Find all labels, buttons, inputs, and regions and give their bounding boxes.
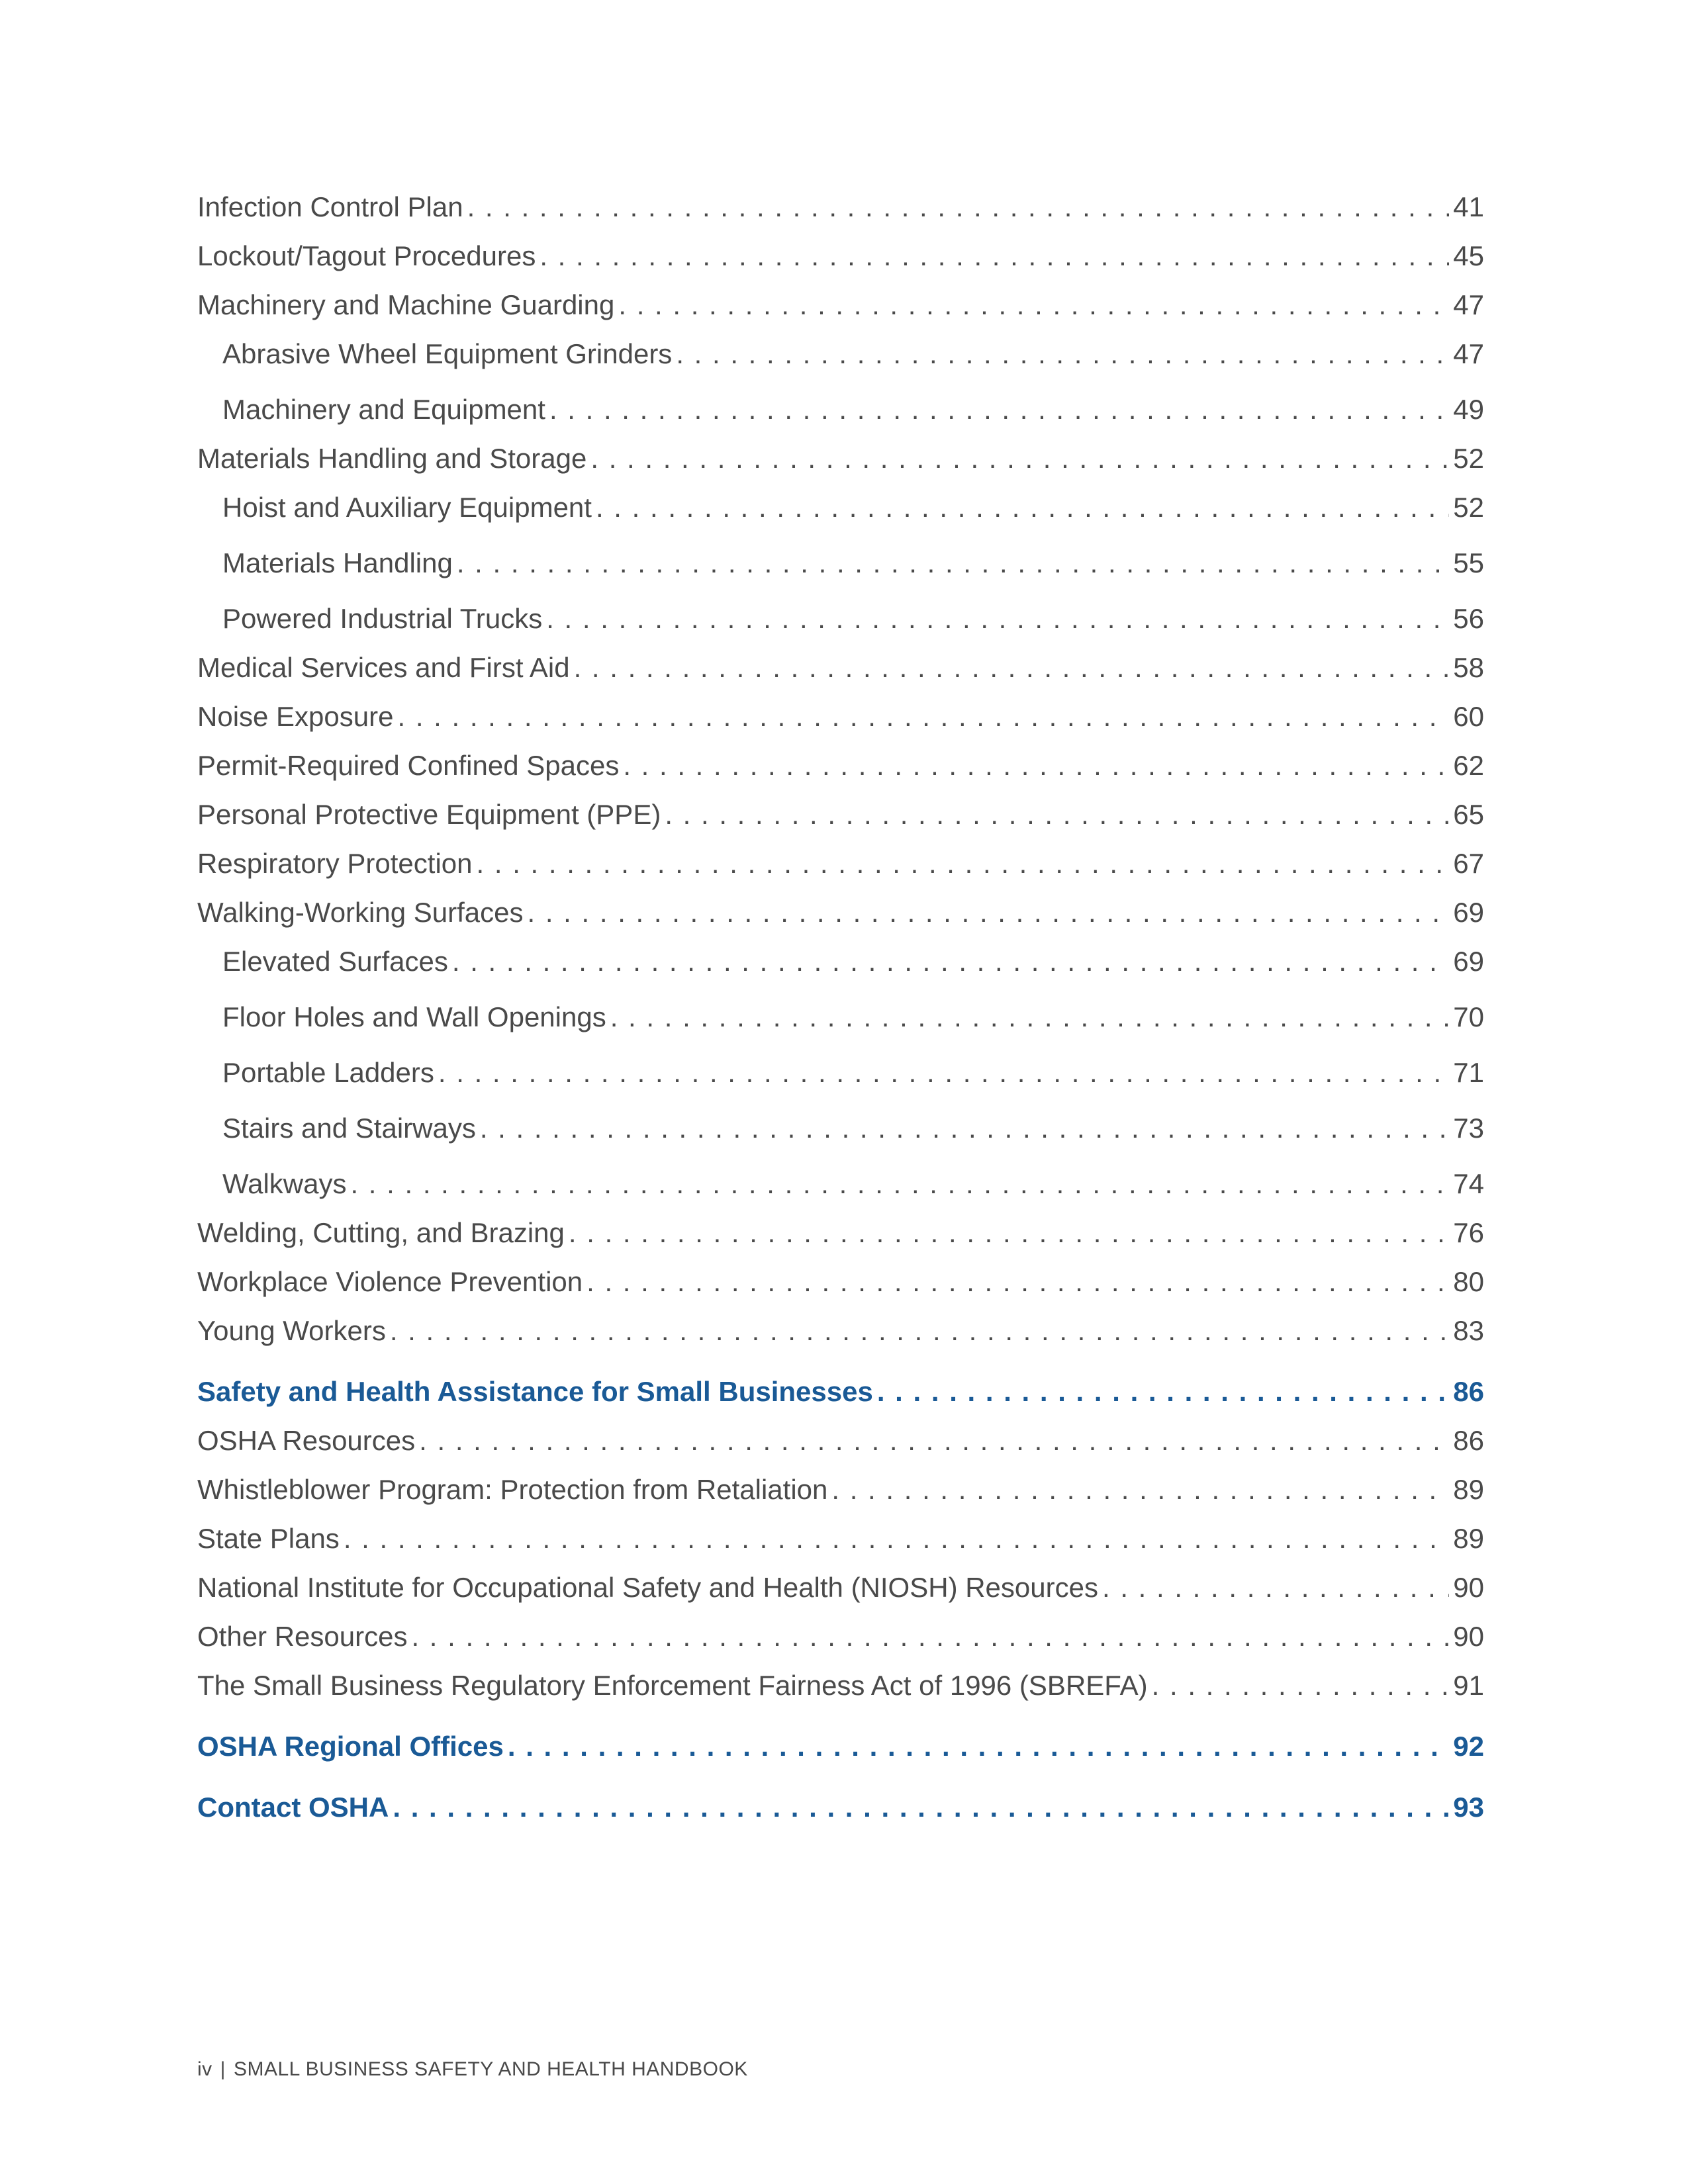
toc-entry-title: Materials Handling (222, 547, 453, 578)
toc-entry[interactable] (197, 287, 1484, 323)
toc-dot-leader (344, 1521, 1449, 1557)
toc-entry[interactable] (197, 797, 1484, 833)
toc-entry-page: 74 (1453, 1168, 1484, 1199)
toc-entry-page: 60 (1453, 701, 1484, 732)
toc-entry[interactable] (197, 1472, 1484, 1508)
toc-entry[interactable] (197, 490, 1484, 525)
toc-entry-page: 89 (1453, 1474, 1484, 1505)
toc-entry-title: Other Resources (197, 1621, 408, 1652)
toc-entry[interactable] (197, 441, 1484, 477)
toc-entry-title: Machinery and Machine Guarding (197, 289, 615, 320)
toc-dot-leader (676, 336, 1449, 372)
toc-section-heading[interactable] (197, 1374, 1484, 1410)
toc-entry-title: Welding, Cutting, and Brazing (197, 1217, 565, 1248)
toc-entry-page: 86 (1453, 1376, 1484, 1407)
toc-entry-page: 62 (1453, 750, 1484, 781)
table-of-contents (197, 189, 1484, 1825)
toc-entry-title: Contact OSHA (197, 1792, 389, 1823)
toc-entry-title: Workplace Violence Prevention (197, 1266, 583, 1297)
toc-entry-title: Personal Protective Equipment (PPE) (197, 799, 661, 830)
toc-entry-title: Infection Control Plan (197, 191, 463, 222)
toc-entry-title: Safety and Health Assistance for Small Businesses (197, 1376, 873, 1407)
toc-entry-page: 47 (1453, 289, 1484, 320)
toc-entry-title: Permit-Required Confined Spaces (197, 750, 620, 781)
toc-dot-leader (831, 1472, 1449, 1508)
footer-page-number: iv (197, 2058, 212, 2080)
toc-section-heading[interactable] (197, 1729, 1484, 1764)
toc-entry-title: Abrasive Wheel Equipment Grinders (222, 338, 673, 369)
footer-separator: | (220, 2058, 226, 2080)
toc-dot-leader (610, 999, 1450, 1035)
toc-entry[interactable] (197, 1215, 1484, 1251)
toc-entry-page: 69 (1453, 946, 1484, 977)
toc-entry-page: 45 (1453, 240, 1484, 271)
toc-entry[interactable] (197, 1313, 1484, 1349)
toc-dot-leader (480, 1111, 1449, 1146)
toc-dot-leader (1152, 1668, 1450, 1704)
toc-entry-page: 69 (1453, 897, 1484, 928)
toc-entry-title: The Small Business Regulatory Enforcement Fairness Act of 1996 (SBREFA) (197, 1670, 1148, 1701)
toc-dot-leader (528, 895, 1450, 931)
toc-entry[interactable] (197, 392, 1484, 428)
toc-entry[interactable] (197, 1570, 1484, 1606)
toc-entry-page: 58 (1453, 652, 1484, 683)
toc-dot-leader (665, 797, 1449, 833)
toc-section-heading[interactable] (197, 1790, 1484, 1825)
toc-entry-page: 83 (1453, 1315, 1484, 1346)
toc-entry-page: 89 (1453, 1523, 1484, 1554)
toc-entry-title: Walkways (222, 1168, 347, 1199)
toc-entry-title: Noise Exposure (197, 701, 394, 732)
toc-entry[interactable] (197, 189, 1484, 225)
toc-entry[interactable] (197, 1166, 1484, 1202)
toc-dot-leader (1102, 1570, 1449, 1606)
toc-entry[interactable] (197, 895, 1484, 931)
toc-dot-leader (539, 238, 1449, 274)
toc-entry-title: State Plans (197, 1523, 340, 1554)
toc-entry-page: 49 (1453, 394, 1484, 425)
footer-title: SMALL BUSINESS SAFETY AND HEALTH HANDBOOK (233, 2058, 748, 2080)
toc-entry[interactable] (197, 1668, 1484, 1704)
toc-entry-page: 76 (1453, 1217, 1484, 1248)
toc-dot-leader (457, 545, 1449, 581)
toc-entry-page: 92 (1453, 1731, 1484, 1762)
toc-entry-page: 67 (1453, 848, 1484, 879)
toc-entry-page: 70 (1453, 1001, 1484, 1032)
toc-entry-title: Powered Industrial Trucks (222, 603, 543, 634)
toc-entry-page: 41 (1453, 191, 1484, 222)
toc-entry[interactable] (197, 545, 1484, 581)
toc-entry-title: Walking-Working Surfaces (197, 897, 524, 928)
toc-dot-leader (623, 748, 1449, 784)
toc-entry[interactable] (197, 1111, 1484, 1146)
toc-entry-title: Portable Ladders (222, 1057, 434, 1088)
toc-entry[interactable] (197, 336, 1484, 372)
toc-entry[interactable] (197, 1423, 1484, 1459)
toc-entry-page: 71 (1453, 1057, 1484, 1088)
toc-dot-leader (438, 1055, 1449, 1091)
toc-entry[interactable] (197, 1619, 1484, 1655)
toc-dot-leader (350, 1166, 1449, 1202)
toc-entry[interactable] (197, 1055, 1484, 1091)
toc-entry[interactable] (197, 1521, 1484, 1557)
toc-dot-leader (419, 1423, 1449, 1459)
toc-entry[interactable] (197, 601, 1484, 637)
toc-entry-title: Floor Holes and Wall Openings (222, 1001, 606, 1032)
toc-dot-leader (390, 1313, 1449, 1349)
toc-dot-leader (397, 699, 1449, 735)
toc-entry-title: Materials Handling and Storage (197, 443, 587, 474)
toc-entry-title: Machinery and Equipment (222, 394, 545, 425)
toc-entry-title: OSHA Resources (197, 1425, 416, 1456)
toc-entry-title: Hoist and Auxiliary Equipment (222, 492, 592, 523)
toc-dot-leader (546, 601, 1449, 637)
toc-entry-page: 90 (1453, 1572, 1484, 1603)
toc-dot-leader (411, 1619, 1449, 1655)
toc-dot-leader (477, 846, 1450, 882)
toc-entry-title: Young Workers (197, 1315, 386, 1346)
toc-entry-page: 73 (1453, 1113, 1484, 1144)
toc-entry-page: 80 (1453, 1266, 1484, 1297)
toc-entry-title: Whistleblower Program: Protection from Retaliation (197, 1474, 828, 1505)
toc-entry[interactable] (197, 944, 1484, 979)
toc-entry-title: OSHA Regional Offices (197, 1731, 504, 1762)
toc-entry[interactable] (197, 238, 1484, 274)
toc-dot-leader (596, 490, 1449, 525)
toc-dot-leader (574, 650, 1450, 686)
toc-entry[interactable] (197, 846, 1484, 882)
toc-entry-page: 91 (1453, 1670, 1484, 1701)
toc-dot-leader (877, 1374, 1449, 1410)
toc-entry-page: 56 (1453, 603, 1484, 634)
toc-entry-page: 52 (1453, 443, 1484, 474)
toc-entry-page: 90 (1453, 1621, 1484, 1652)
toc-entry[interactable] (197, 1264, 1484, 1300)
toc-dot-leader (549, 392, 1449, 428)
toc-entry[interactable] (197, 699, 1484, 735)
toc-entry-title: National Institute for Occupational Safety and Health (NIOSH) Resources (197, 1572, 1098, 1603)
toc-entry-page: 93 (1453, 1792, 1484, 1823)
toc-dot-leader (452, 944, 1449, 979)
toc-entry-title: Respiratory Protection (197, 848, 473, 879)
toc-entry-title: Lockout/Tagout Procedures (197, 240, 536, 271)
toc-dot-leader (586, 1264, 1449, 1300)
toc-entry[interactable] (197, 999, 1484, 1035)
toc-dot-leader (508, 1729, 1449, 1764)
toc-entry-title: Stairs and Stairways (222, 1113, 476, 1144)
toc-entry-page: 55 (1453, 547, 1484, 578)
toc-dot-leader (590, 441, 1449, 477)
toc-entry-title: Medical Services and First Aid (197, 652, 570, 683)
page-footer (197, 2058, 748, 2081)
toc-entry-page: 52 (1453, 492, 1484, 523)
toc-dot-leader (393, 1790, 1449, 1825)
toc-dot-leader (618, 287, 1449, 323)
toc-dot-leader (467, 189, 1450, 225)
toc-entry-page: 65 (1453, 799, 1484, 830)
toc-entry-title: Elevated Surfaces (222, 946, 448, 977)
toc-entry-page: 86 (1453, 1425, 1484, 1456)
toc-dot-leader (569, 1215, 1449, 1251)
toc-entry[interactable] (197, 748, 1484, 784)
toc-entry-page: 47 (1453, 338, 1484, 369)
toc-entry[interactable] (197, 650, 1484, 686)
